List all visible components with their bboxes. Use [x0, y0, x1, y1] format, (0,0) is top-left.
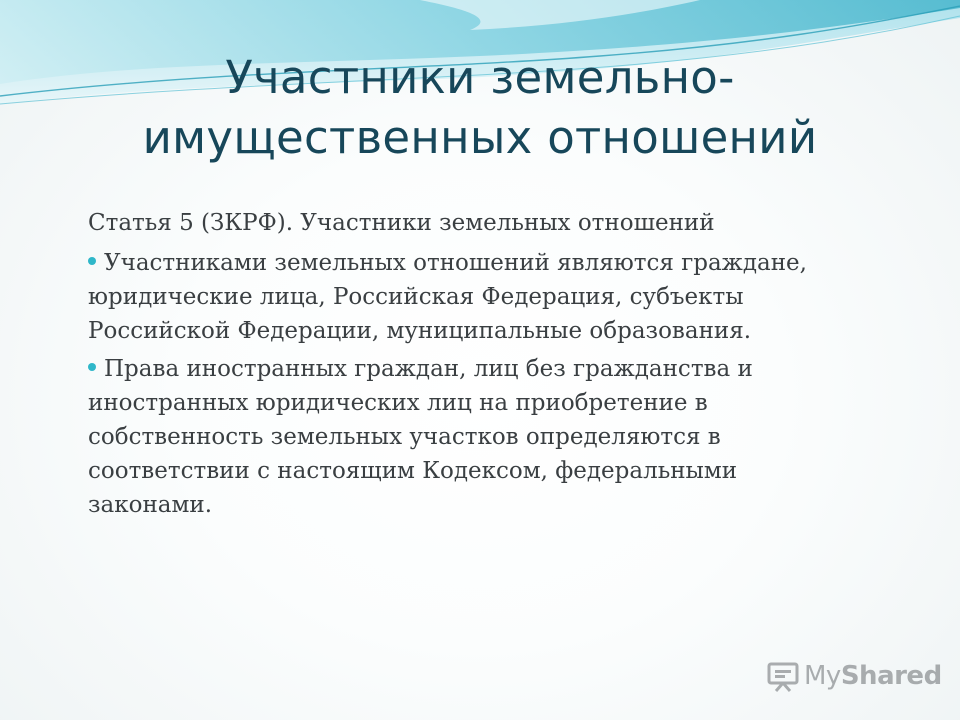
- presentation-board-icon: [766, 659, 800, 693]
- slide-title-line2: имущественных отношений: [142, 111, 818, 164]
- article-subheading: Статья 5 (ЗКРФ). Участники земельных отношений: [88, 210, 715, 236]
- myshared-watermark: [766, 656, 942, 696]
- bullet-text: Участниками земельных отношений являются граждане, юридические лица, Российская Федерация, субъекты Российской Федерации, муниципальные образования.: [88, 250, 807, 344]
- watermark-text-my: My: [804, 661, 841, 691]
- bullet-item: [88, 246, 868, 348]
- bullet-text: Права иностранных граждан, лиц без гражданства и иностранных юридических лиц на приобретение в собственность земельных участков определяются в соответствии с настоящим Кодексом, федеральными законами.: [88, 356, 753, 518]
- bullet-dot-icon: [88, 363, 96, 371]
- bullet-item: [88, 352, 868, 522]
- watermark-text-shared: Shared: [840, 661, 942, 691]
- watermark-text: [804, 661, 942, 691]
- bullet-list: [88, 246, 868, 522]
- slide-body: [88, 206, 868, 526]
- slide-title: [60, 48, 900, 168]
- bullet-dot-icon: [88, 257, 96, 265]
- slide-title-line1: Участники земельно-: [225, 51, 735, 104]
